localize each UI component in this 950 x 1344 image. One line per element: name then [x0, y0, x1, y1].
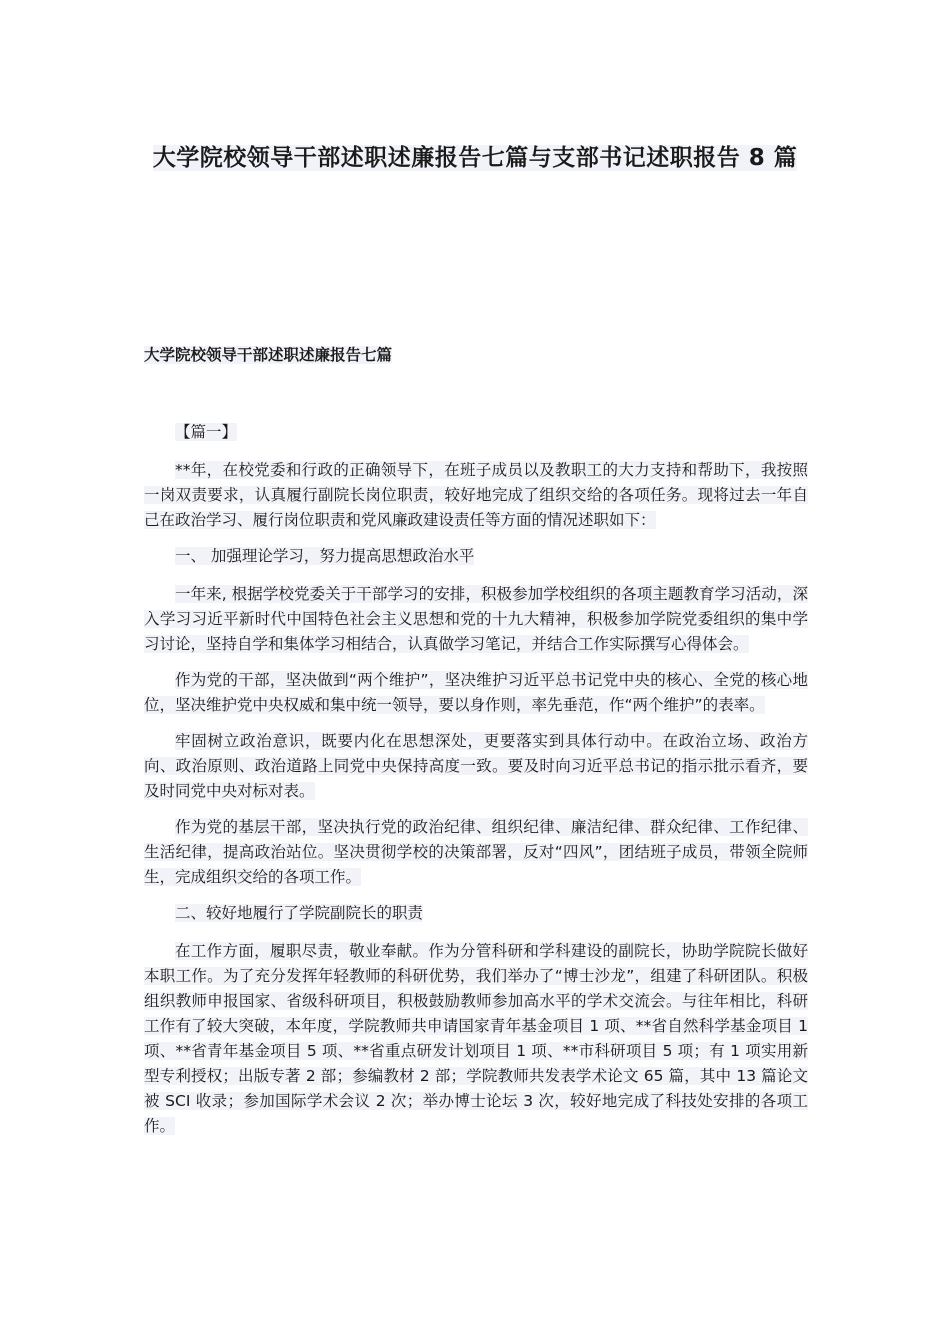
paragraph-text: 作为党的基层干部，坚决执行党的政治纪律、组织纪律、廉洁纪律、群众纪律、工作纪律、生活纪律，提高政治站位。坚决贯彻学校的决策部署，反对“四风”，团结班子成员，带领全院师生，完成组织交给的各项工作。 — [144, 818, 808, 886]
section-heading-text: 一、 加强理论学习，努力提高思想政治水平 — [175, 547, 475, 565]
section-heading — [144, 544, 808, 569]
paragraph — [144, 815, 808, 890]
paragraph — [144, 668, 808, 718]
section-subtitle — [144, 344, 392, 366]
paragraph — [144, 582, 808, 657]
paragraph-text: 【篇一】 — [175, 423, 238, 441]
paragraph-pian-label — [144, 420, 808, 445]
paragraph-text: 一年来, 根据学校党委关于干部学习的安排，积极参加学校组织的各项主题教育学习活动，深入学习习近平新时代中国特色社会主义思想和党的十九大精神，积极参加学院党委组织的集中学习讨论，坚持自学和集体学习相结合，认真做学习笔记，并结合工作实际撰写心得体会。 — [144, 585, 808, 653]
paragraph — [144, 458, 808, 533]
section-subtitle-text: 大学院校领导干部述职述廉报告七篇 — [144, 346, 393, 364]
paragraph — [144, 939, 808, 1139]
document-title — [140, 132, 810, 184]
section-heading-text: 二、较好地履行了学院副院长的职责 — [175, 904, 424, 922]
document-body — [144, 420, 808, 1150]
paragraph — [144, 729, 808, 804]
paragraph-text: 作为党的干部，坚决做到“两个维护”，坚决维护习近平总书记党中央的核心、全党的核心地位，坚决维护党中央权威和集中统一领导，要以身作则，率先垂范，作“两个维护”的表率。 — [144, 671, 808, 714]
document-title-text: 大学院校领导干部述职述廉报告七篇与支部书记述职报告 8 篇 — [152, 145, 798, 171]
paragraph-text: **年，在校党委和行政的正确领导下，在班子成员以及教职工的大力支持和帮助下，我按照一岗双责要求，认真履行副院长岗位职责，较好地完成了组织交给的各项任务。现将过去一年自己在政治学习、履行岗位职责和党风廉政建设责任等方面的情况述职如下： — [144, 461, 808, 529]
paragraph-text: 在工作方面，履职尽责，敬业奉献。作为分管科研和学科建设的副院长，协助学院院长做好本职工作。为了充分发挥年轻教师的科研优势，我们举办了“博士沙龙”，组建了科研团队。积极组织教师申报国家、省级科研项目，积极鼓励教师参加高水平的学术交流会。与往年相比，科研工作有了较大突破，本年度，学院教师共申请国家青年基金项目 1 项、**省自然科学基金项目 1 项、**省青年基金项目 5 项、**省重点研发计划项目 1 项、**市科研项目 5 项；有 1 项实用新型专利授权；出版专著 2 部；参编教材 2 部；学院教师共发表学术论文 65 篇，其中 13 篇论文被 SCI 收录；参加国际学术会议 2 次；举办博士论坛 3 次，较好地完成了科技处安排的各项工作。 — [144, 942, 808, 1135]
section-heading — [144, 901, 808, 926]
paragraph-text: 牢固树立政治意识，既要内化在思想深处，更要落实到具体行动中。在政治立场、政治方向、政治原则、政治道路上同党中央保持高度一致。要及时向习近平总书记的指示批示看齐，要及时同党中央对标对表。 — [144, 732, 808, 800]
